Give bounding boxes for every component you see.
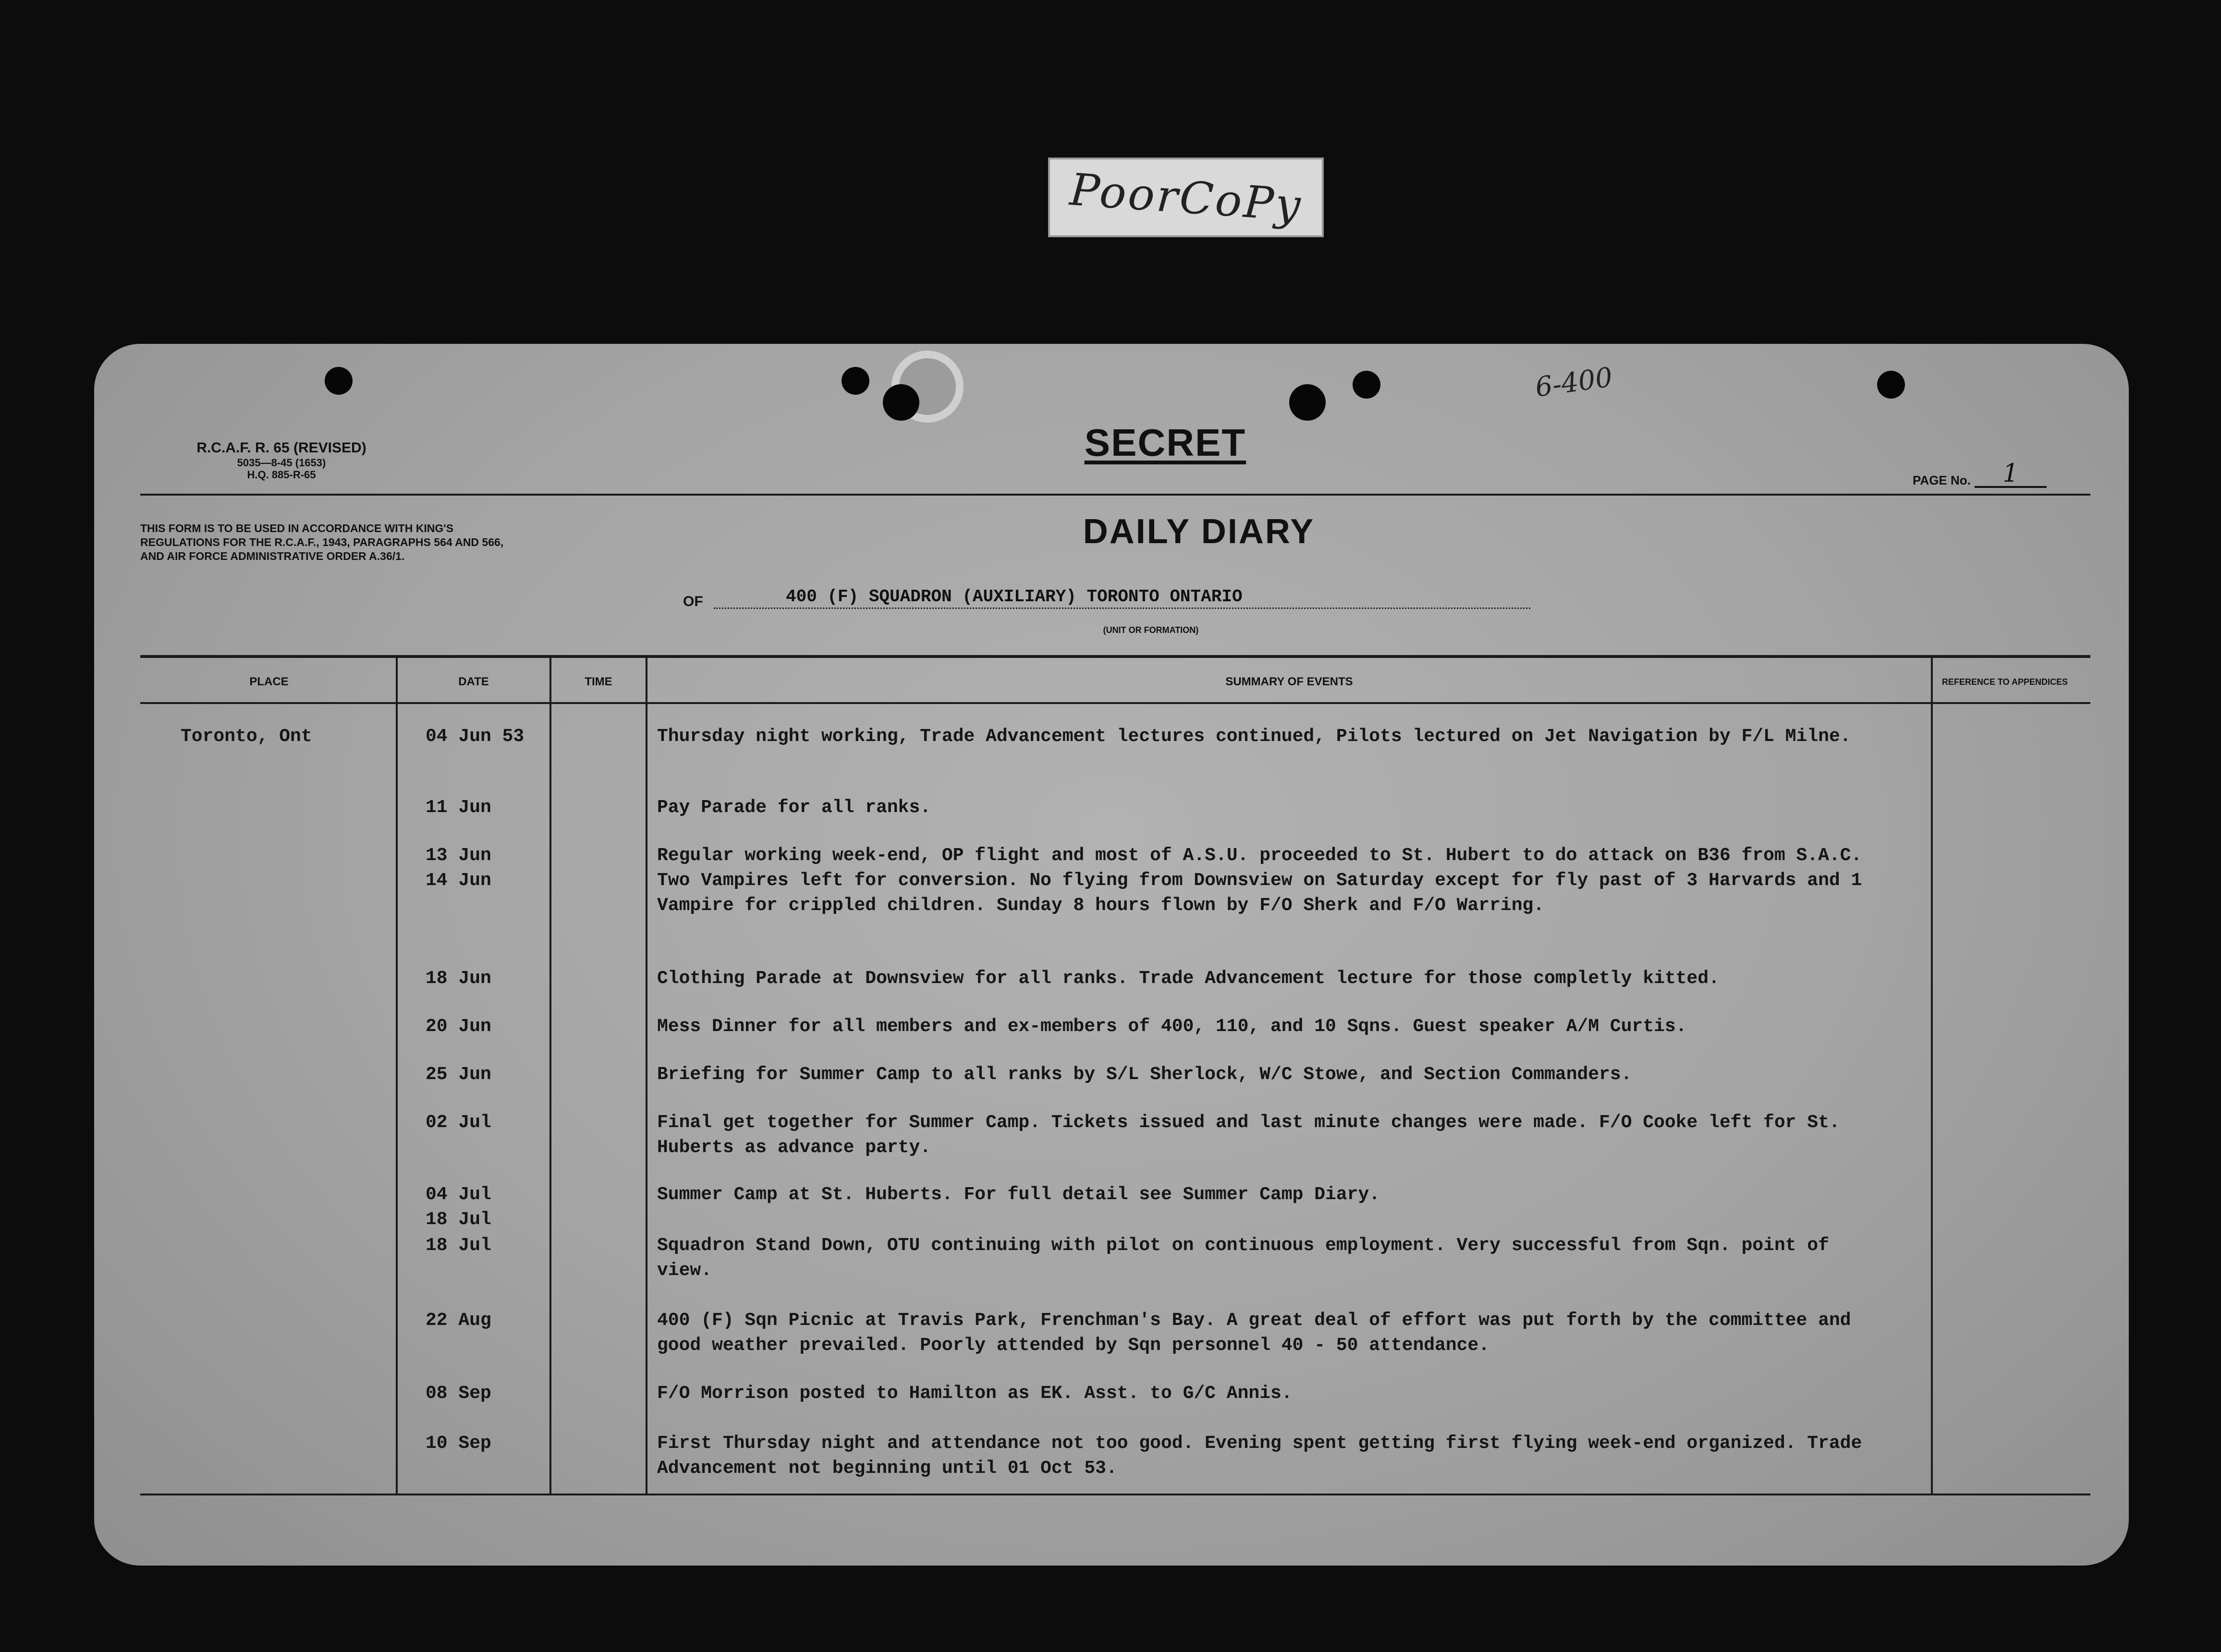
entry-summary: Thursday night working, Trade Advancement lectures continued, Pilots lectured on Jet Navigation by F/L Milne.	[657, 726, 1851, 747]
form-codes	[147, 440, 416, 481]
form-code-line: R.C.A.F. R. 65 (REVISED)	[196, 440, 366, 456]
entry-summary: First Thursday night and attendance not too good. Evening spent getting first flying week-end organized. Trade Advancement not beginning until 01 Oct 53.	[657, 1433, 1862, 1479]
entry-date: 25 Jun	[426, 1064, 491, 1085]
entry-date: 18 Jul	[426, 1235, 491, 1256]
entry-place: Toronto, Ont	[181, 726, 312, 747]
entry-date: 13 Jun 14 Jun	[426, 845, 491, 891]
entry-summary: Regular working week-end, OP flight and most of A.S.U. proceeded to St. Hubert to do attack on B36 from S.A.C. Two Vampires left for conversion. No flying from Downsview on Saturday except for fly past of 3 Harvards and 1 Vampire for crippled children. Sunday 8 hours flown by F/O Sherk and F/O Warring.	[657, 845, 1862, 916]
punch-hole	[1353, 371, 1380, 399]
diary-form-sheet	[94, 344, 2129, 1566]
entry-summary: Summer Camp at St. Huberts. For full detail see Summer Camp Diary.	[657, 1184, 1380, 1205]
table-header-rule	[140, 702, 2090, 704]
punch-hole	[1289, 384, 1326, 421]
classification-heading: SECRET	[1084, 421, 1246, 464]
table-top-rule	[140, 655, 2090, 658]
page-number	[1913, 459, 2095, 488]
entry-summary: Pay Parade for all ranks.	[657, 797, 931, 818]
page-number-value: 1	[1975, 461, 2047, 488]
entry-summary: Clothing Parade at Downsview for all ranks. Trade Advancement lecture for those completly kitted.	[657, 968, 1720, 989]
entry-summary: F/O Morrison posted to Hamilton as EK. Asst. to G/C Annis.	[657, 1383, 1293, 1404]
entry-date: 22 Aug	[426, 1310, 491, 1331]
form-instructions: THIS FORM IS TO BE USED IN ACCORDANCE WITH KING'S REGULATIONS FOR THE R.C.A.F., 1943, PARAGRAPHS 564 AND 566, AND AIR FORCE ADMINISTRATIVE ORDER A.36/1.	[140, 522, 504, 562]
entry-date: 02 Jul	[426, 1112, 491, 1133]
punch-hole	[842, 367, 869, 395]
entry-summary: Squadron Stand Down, OTU continuing with pilot on continuous employment. Very successful from Sqn. point of view.	[657, 1235, 1829, 1281]
entry-date: 10 Sep	[426, 1433, 491, 1454]
entry-summary: Mess Dinner for all members and ex-members of 400, 110, and 10 Sqns. Guest speaker A/M Curtis.	[657, 1016, 1687, 1037]
entry-date: 04 Jul 18 Jul	[426, 1184, 491, 1230]
entry-date: 18 Jun	[426, 968, 491, 989]
column-divider	[549, 658, 551, 1494]
unit-caption: (UNIT OR FORMATION)	[1103, 625, 1199, 635]
form-code-line: 5035—8-45 (1653)	[237, 456, 326, 469]
diary-title: DAILY DIARY	[1083, 512, 1315, 551]
column-header-summary: SUMMARY OF EVENTS	[1225, 675, 1353, 689]
column-header-date: DATE	[458, 675, 489, 689]
column-divider	[396, 658, 398, 1494]
punch-hole	[1877, 371, 1905, 399]
entry-summary: Final get together for Summer Camp. Tickets issued and last minute changes were made. F/O Cooke left for St. Huberts as advance party.	[657, 1112, 1840, 1158]
entry-date: 20 Jun	[426, 1016, 491, 1037]
entry-summary: Briefing for Summer Camp to all ranks by S/L Sherlock, W/C Stowe, and Section Commanders.	[657, 1064, 1632, 1085]
entry-date: 04 Jun 53	[426, 726, 525, 747]
table-bottom-rule	[140, 1494, 2090, 1495]
column-header-time: TIME	[585, 675, 612, 689]
unit-name: 400 (F) SQUADRON (AUXILIARY) TORONTO ONTARIO	[714, 585, 1530, 609]
punch-hole	[883, 384, 919, 421]
column-header-reference: REFERENCE TO APPENDICES	[1941, 677, 2068, 687]
page-number-label: PAGE No.	[1913, 473, 1971, 487]
of-label: OF	[683, 594, 703, 609]
poor-copy-note: PoorCoPy	[1068, 163, 1304, 231]
form-code-line: H.Q. 885-R-65	[247, 468, 316, 481]
punch-hole	[325, 367, 353, 395]
handwritten-reference: 6-400	[1533, 362, 1615, 403]
column-divider	[646, 658, 647, 1494]
entry-date: 11 Jun	[426, 797, 491, 818]
column-header-place: PLACE	[249, 675, 289, 689]
column-divider	[1931, 658, 1933, 1494]
header-rule	[140, 494, 2090, 496]
entry-summary: 400 (F) Sqn Picnic at Travis Park, Frenchman's Bay. A great deal of effort was put forth by the committee and good weather prevailed. Poorly attended by Sqn personnel 40 - 50 attendance.	[657, 1310, 1851, 1356]
poor-copy-tag	[1048, 158, 1324, 237]
entry-date: 08 Sep	[426, 1383, 491, 1404]
